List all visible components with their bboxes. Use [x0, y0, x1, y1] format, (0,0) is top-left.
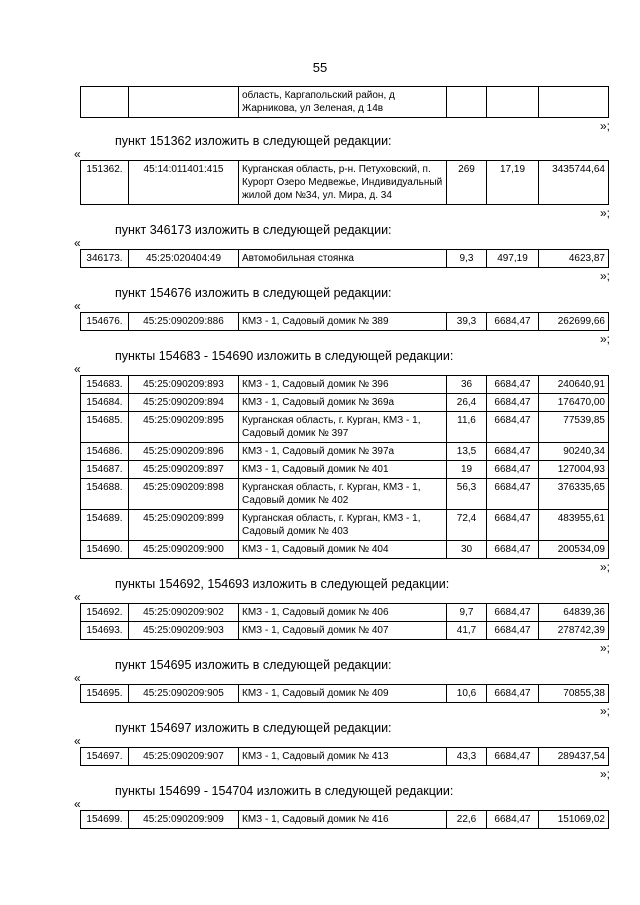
document-body: [74, 86, 610, 829]
table-row: [81, 87, 609, 118]
area-cell: 11,6: [447, 412, 487, 443]
closing-quote: »;: [599, 704, 610, 718]
closing-quote: »;: [599, 332, 610, 346]
area-cell: 43,3: [447, 748, 487, 766]
ratio-cell: 6684,47: [487, 313, 539, 331]
ratio-cell: 6684,47: [487, 376, 539, 394]
amendment-section: [74, 332, 610, 559]
amendment-heading: пункты 154699 - 154704 изложить в следующей редакции:: [115, 784, 454, 798]
address-cell: КМЗ - 1, Садовый домик № 369а: [239, 394, 447, 412]
address-cell: КМЗ - 1, Садовый домик № 404: [239, 541, 447, 559]
amendment-heading: пункт 154676 изложить в следующей редакции:: [115, 286, 392, 300]
ratio-cell: 6684,47: [487, 412, 539, 443]
cadastral-number-cell: 45:25:090209:905: [129, 685, 239, 703]
amendment-table: [80, 747, 609, 766]
cadastral-number-cell: 45:25:090209:899: [129, 510, 239, 541]
address-cell: КМЗ - 1, Садовый домик № 416: [239, 811, 447, 829]
opening-quote: «: [74, 734, 81, 748]
area-cell: 9,3: [447, 250, 487, 268]
opening-quote: «: [74, 797, 81, 811]
address-cell: КМЗ - 1, Садовый домик № 389: [239, 313, 447, 331]
amendment-table: [80, 375, 609, 559]
amendment-heading: пункт 154697 изложить в следующей редакции:: [115, 721, 392, 735]
table-row: [81, 479, 609, 510]
value-cell: 200534,09: [539, 541, 609, 559]
table-row: [81, 685, 609, 703]
row-number-cell: 154688.: [81, 479, 129, 510]
address-cell: Курганская область, г. Курган, КМЗ - 1, Садовый домик № 403: [239, 510, 447, 541]
amendment-section: [74, 560, 610, 640]
value-cell: 278742,39: [539, 622, 609, 640]
amendment-heading: пункты 154692, 154693 изложить в следующей редакции:: [115, 577, 450, 591]
cadastral-number-cell: [129, 87, 239, 118]
value-cell: 77539,85: [539, 412, 609, 443]
ratio-cell: 6684,47: [487, 461, 539, 479]
table-row: [81, 412, 609, 443]
area-cell: 36: [447, 376, 487, 394]
area-cell: 10,6: [447, 685, 487, 703]
row-number-cell: 154690.: [81, 541, 129, 559]
address-cell: КМЗ - 1, Садовый домик № 409: [239, 685, 447, 703]
address-cell: Курганская область, г. Курган, КМЗ - 1, Садовый домик № 397: [239, 412, 447, 443]
area-cell: 30: [447, 541, 487, 559]
ratio-cell: 6684,47: [487, 394, 539, 412]
cadastral-number-cell: 45:25:090209:896: [129, 443, 239, 461]
value-cell: 90240,34: [539, 443, 609, 461]
amendment-table: [80, 684, 609, 703]
closing-quote: »;: [599, 767, 610, 781]
ratio-cell: 6684,47: [487, 541, 539, 559]
ratio-cell: 6684,47: [487, 604, 539, 622]
cadastral-number-cell: 45:25:090209:909: [129, 811, 239, 829]
address-cell: КМЗ - 1, Садовый домик № 413: [239, 748, 447, 766]
value-cell: 262699,66: [539, 313, 609, 331]
amendment-section: [74, 119, 610, 205]
cadastral-number-cell: 45:25:090209:897: [129, 461, 239, 479]
area-cell: 26,4: [447, 394, 487, 412]
address-cell: область, Каргапольский район, д Жарникова, ул Зеленая, д 14в: [239, 87, 447, 118]
amendment-table: [80, 312, 609, 331]
closing-quote: »;: [599, 206, 610, 220]
address-cell: КМЗ - 1, Садовый домик № 406: [239, 604, 447, 622]
ratio-cell: 497,19: [487, 250, 539, 268]
row-number-cell: 154693.: [81, 622, 129, 640]
row-number-cell: 151362.: [81, 161, 129, 205]
amendment-section: [74, 641, 610, 703]
cadastral-number-cell: 45:25:090209:907: [129, 748, 239, 766]
address-cell: КМЗ - 1, Садовый домик № 397а: [239, 443, 447, 461]
row-number-cell: 154692.: [81, 604, 129, 622]
opening-quote: «: [74, 236, 81, 250]
table-row: [81, 604, 609, 622]
cadastral-number-cell: 45:25:090209:902: [129, 604, 239, 622]
amendment-heading: пункт 151362 изложить в следующей редакции:: [115, 134, 392, 148]
amendment-heading: пункт 346173 изложить в следующей редакции:: [115, 223, 392, 237]
row-number-cell: 346173.: [81, 250, 129, 268]
table-row: [81, 161, 609, 205]
table-row: [81, 541, 609, 559]
cadastral-number-cell: 45:25:090209:893: [129, 376, 239, 394]
area-cell: 22,6: [447, 811, 487, 829]
ratio-cell: 6684,47: [487, 811, 539, 829]
row-number-cell: 154689.: [81, 510, 129, 541]
ratio-cell: 6684,47: [487, 479, 539, 510]
cadastral-number-cell: 45:25:090209:895: [129, 412, 239, 443]
value-cell: 151069,02: [539, 811, 609, 829]
ratio-cell: 6684,47: [487, 685, 539, 703]
row-number-cell: 154676.: [81, 313, 129, 331]
table-row: [81, 250, 609, 268]
area-cell: 9,7: [447, 604, 487, 622]
row-number-cell: 154699.: [81, 811, 129, 829]
row-number-cell: 154697.: [81, 748, 129, 766]
area-cell: 56,3: [447, 479, 487, 510]
table-row: [81, 748, 609, 766]
row-number-cell: 154695.: [81, 685, 129, 703]
cadastral-number-cell: 45:25:090209:903: [129, 622, 239, 640]
ratio-cell: 6684,47: [487, 622, 539, 640]
area-cell: 13,5: [447, 443, 487, 461]
table-row: [81, 376, 609, 394]
amendment-section: [74, 206, 610, 268]
address-cell: КМЗ - 1, Садовый домик № 396: [239, 376, 447, 394]
row-number-cell: 154684.: [81, 394, 129, 412]
amendment-heading: пункт 154695 изложить в следующей редакции:: [115, 658, 392, 672]
value-cell: 376335,65: [539, 479, 609, 510]
area-cell: 269: [447, 161, 487, 205]
table-row: [81, 443, 609, 461]
opening-quote: «: [74, 299, 81, 313]
opening-quote: «: [74, 590, 81, 604]
area-cell: 19: [447, 461, 487, 479]
amendment-section: [74, 269, 610, 331]
amendment-table: [80, 249, 609, 268]
address-cell: КМЗ - 1, Садовый домик № 401: [239, 461, 447, 479]
opening-quote: «: [74, 362, 81, 376]
address-cell: Курганская область, г. Курган, КМЗ - 1, Садовый домик № 402: [239, 479, 447, 510]
area-cell: 39,3: [447, 313, 487, 331]
closing-quote: »;: [599, 560, 610, 574]
closing-quote: »;: [599, 269, 610, 283]
amendment-heading: пункты 154683 - 154690 изложить в следующей редакции:: [115, 349, 454, 363]
ratio-cell: 6684,47: [487, 443, 539, 461]
closing-quote: »;: [599, 119, 610, 133]
address-cell: Автомобильная стоянка: [239, 250, 447, 268]
cadastral-number-cell: 45:25:090209:886: [129, 313, 239, 331]
table-row: [81, 461, 609, 479]
table-row: [81, 313, 609, 331]
value-cell: 289437,54: [539, 748, 609, 766]
value-cell: 64839,36: [539, 604, 609, 622]
amendment-section: [74, 704, 610, 766]
row-number-cell: 154685.: [81, 412, 129, 443]
row-number-cell: 154687.: [81, 461, 129, 479]
table-row: [81, 622, 609, 640]
area-cell: 41,7: [447, 622, 487, 640]
value-cell: 127004,93: [539, 461, 609, 479]
row-number-cell: [81, 87, 129, 118]
closing-quote: »;: [599, 641, 610, 655]
cadastral-number-cell: 45:25:090209:898: [129, 479, 239, 510]
area-cell: [447, 87, 487, 118]
value-cell: 70855,38: [539, 685, 609, 703]
ratio-cell: 17,19: [487, 161, 539, 205]
cadastral-number-cell: 45:14:011401:415: [129, 161, 239, 205]
page-number: 55: [312, 60, 328, 75]
amendment-table: [80, 810, 609, 829]
table-row: [81, 811, 609, 829]
cadastral-number-cell: 45:25:090209:900: [129, 541, 239, 559]
top-table: [80, 86, 609, 118]
row-number-cell: 154683.: [81, 376, 129, 394]
value-cell: 483955,61: [539, 510, 609, 541]
ratio-cell: 6684,47: [487, 748, 539, 766]
table-row: [81, 510, 609, 541]
amendment-table: [80, 160, 609, 205]
amendment-sections: [74, 119, 610, 829]
value-cell: 176470,00: [539, 394, 609, 412]
ratio-cell: [487, 87, 539, 118]
value-cell: 4623,87: [539, 250, 609, 268]
address-cell: Курганская область, р-н. Петуховский, п. Курорт Озеро Медвежье, Индивидуальный жилой дом №34, ул. Мира, д. 34: [239, 161, 447, 205]
value-cell: [539, 87, 609, 118]
address-cell: КМЗ - 1, Садовый домик № 407: [239, 622, 447, 640]
amendment-table: [80, 603, 609, 640]
area-cell: 72,4: [447, 510, 487, 541]
table-row: [81, 394, 609, 412]
opening-quote: «: [74, 671, 81, 685]
cadastral-number-cell: 45:25:020404:49: [129, 250, 239, 268]
cadastral-number-cell: 45:25:090209:894: [129, 394, 239, 412]
amendment-section: [74, 767, 610, 829]
opening-quote: «: [74, 147, 81, 161]
row-number-cell: 154686.: [81, 443, 129, 461]
value-cell: 240640,91: [539, 376, 609, 394]
ratio-cell: 6684,47: [487, 510, 539, 541]
value-cell: 3435744,64: [539, 161, 609, 205]
